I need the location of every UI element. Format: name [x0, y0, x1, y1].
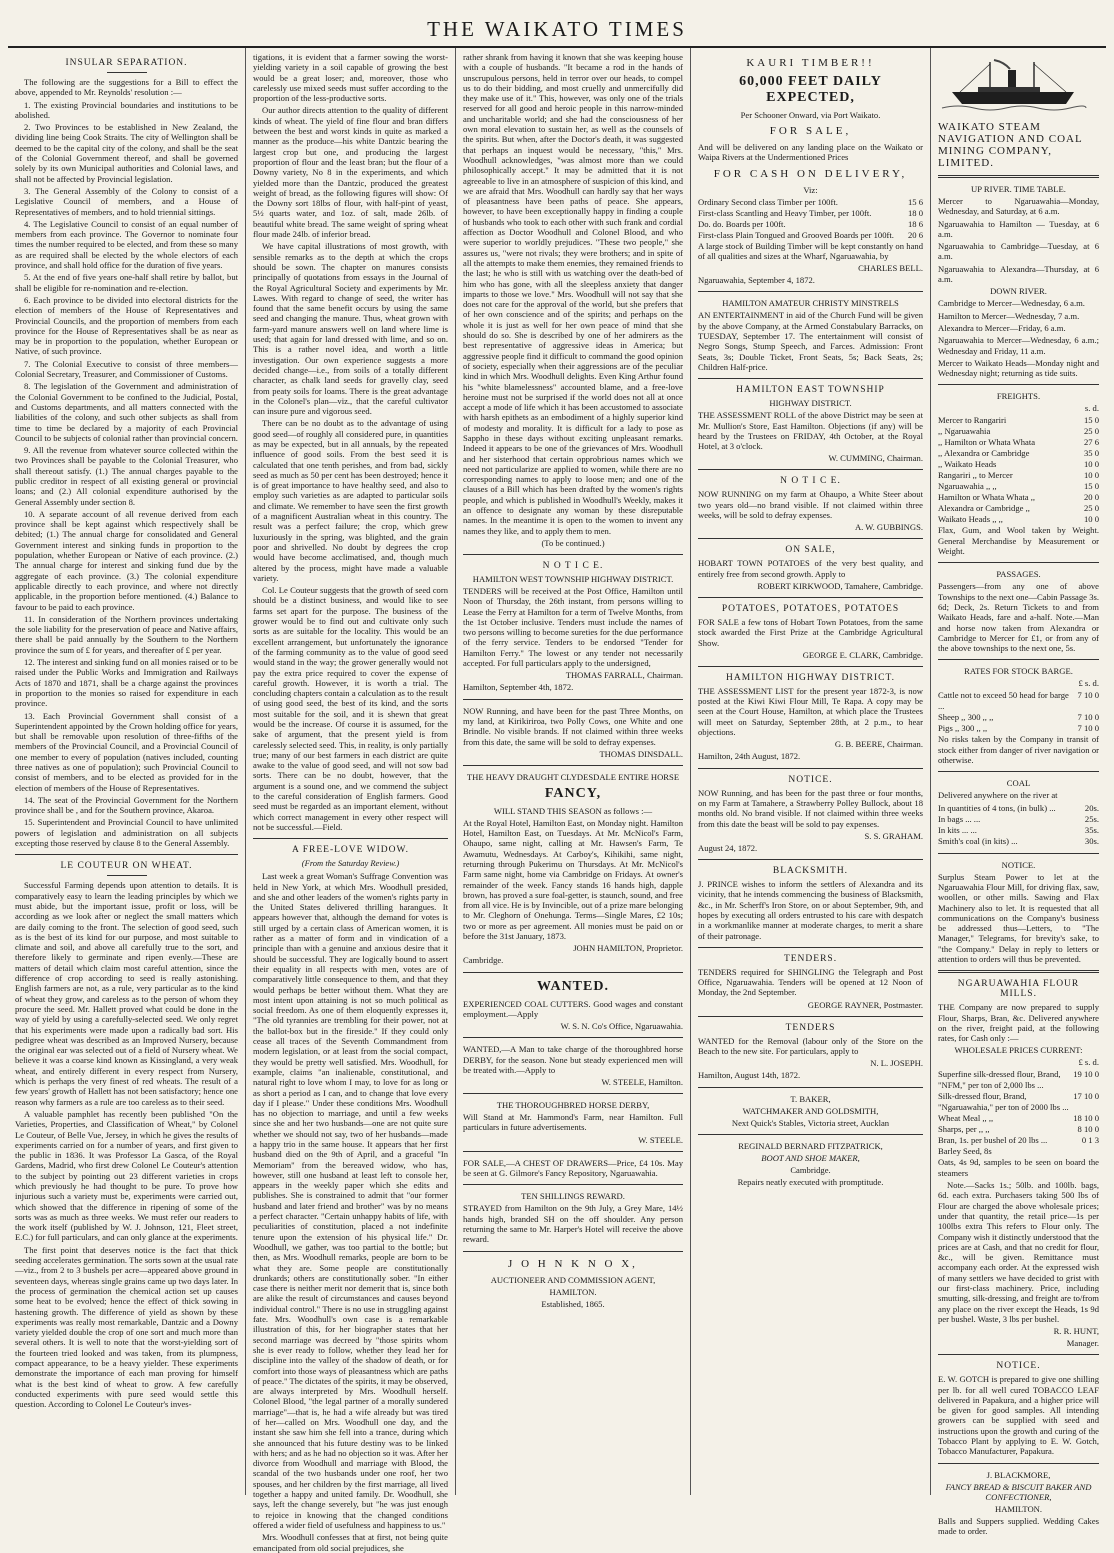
steamship-icon [938, 56, 1088, 116]
masthead [8, 0, 1106, 48]
paragraph: 3. The General Assembly of the Colony to consist of a Legislative Council of members, and a House of Representatives of members, and to hold triennial sittings. [15, 185, 238, 217]
price-value: 20 6 [907, 229, 923, 240]
ad-subtitle: Per Schooner Onward, via Port Waikato. [740, 110, 881, 120]
ad-title: TENDERS [785, 1022, 836, 1033]
paragraph: 6. Each province to be divided into electoral districts for the election of members of the House of Representatives and Provincial Councils, and the proportion of members from each province for the House of Representatives shall be as near as may be in proportion to the population, whether European or Native, of such province. [15, 294, 238, 357]
rate-value [1095, 1146, 1099, 1157]
divider [938, 562, 1099, 563]
notice-text: Surplus Steam Power to let at the Ngaruawahia Flour Mill, for driving flax, saw, woollen, or other mills. Sawing and Flax Machinery also to let. It is requested that all communications on the Company's business be addressed thus—Letters, to "The Manager," Telegrams, for brevity's sake, to "the Company." Delay in reply to letters or attention to orders will thus be prevented. [938, 871, 1099, 964]
ad-title: ON SALE, [785, 545, 836, 556]
paragraph: 10. A separate account of all revenue derived from each province shall be kept against which respectively shall be debited; (1.) The annual charge for consolidated and General Government interest and sinking funds in proportion to the population, whether European or Native of each province. (2.) The annual charge for interest and sinking fund due by the aggregate of each province. (3.) The colonial expenditure applicable directly to each province, and where not directly applicable, in the proportion before mentioned. (4.) Balance to favour to be paid to each province. [15, 508, 238, 612]
rate-row [938, 1069, 1099, 1091]
section-subtitle: WHOLESALE PRICES CURRENT: [954, 1045, 1083, 1056]
rate-value: 35 0 [1083, 448, 1099, 459]
article-title: LE COUTEUR ON WHEAT. [60, 861, 193, 872]
signature: JOHN HAMILTON, Proprietor. [573, 943, 683, 954]
timetable-entry: Hamilton to Mercer—Wednesday, 7 a.m. [938, 310, 1080, 321]
ad-text: WANTED,—A Man to take charge of the thoroughbred horse DERBY, for the season. None but steady experienced men will be treated with.—Apply to [463, 1044, 683, 1075]
notice-text: NOW Running, and has been for the past three or four months, on my Farm at Tamahere, a Strawberry Polley Bullock, about 18 months old. No brand visible. If not claimed within three weeks from this date the beast will be sold to pay expenses. [698, 787, 923, 829]
rate-row [938, 690, 1099, 712]
rate-route: ,, Hamilton or Whata Whata [938, 437, 1036, 448]
paragraph: 9. All the revenue from whatever source collected within the two Provinces shall be payable to the Colonial Treasurer, who shall thereout satisfy. (1.) The annual charges payable to the public creditor in respect of all existing general or provincial loans; and (2.) All colonial expenditure authorised by the General Assembly under section 8. [15, 445, 238, 507]
divider [463, 1037, 683, 1038]
mills-note: Note.—Sacks 1s.; 50lb. and 100lb. bags, 6d. each extra. Purchasers taking 500 lbs of Flour are charged the above wholesale prices; under that quantity, the retail price—1s per 100lbs extra This refers to Flour only. The Company wish it distinctly understood that the prices are at Cash, and that no credit for flour, &c., will be given. Remittance must accompany each order. At the expressed wish of many settlers we have decided to grist with our first-class machinery. Price, including smutting, silk-dressing, and freight are to/from any place on the river except the Heads, 1s 9d per bushel. Waste, 3 lbs per bushel. [938, 1180, 1099, 1324]
divider [463, 1251, 683, 1252]
rate-row [938, 426, 1099, 437]
ad-text: At the Royal Hotel, Hamilton East, on Monday night. Hamilton Hotel, Hamilton East, on Tuesdays. At Mr. McNicol's Farm, Ohaupo, same night, calling at Mr. Hawsen's Farm, Te Awamutu, Wednesdays. At Carboy's, Kihikihi, same night, returning through Pukerimu on Thursdays. At Mr. McNicol's Farm same night, home via Cambridge on Fridays. At owner's remainder of the week. Fancy stands 16 hands high, dapple brown, has proved a sure foal-getter, is staunch, sound, and free from all vice. He is by Invincible, out of a prize mare belonging to Mr. Cleghorn of Onehunga. Terms—Single Mares, £2 10s; two or more as per agreement. All monies must be paid on or before the 31st January, 1873. [463, 817, 683, 942]
rate-row [938, 1091, 1099, 1113]
rate-item: Wheat Meal ,, ,, [938, 1113, 994, 1124]
continued-note: (To be continued.) [541, 537, 605, 548]
signature-role: Manager. [1066, 1338, 1099, 1349]
rate-value: 30s. [1084, 835, 1099, 846]
newspaper-title: THE WAIKATO TIMES [427, 17, 687, 41]
signature: W. STEELE. [638, 1134, 683, 1145]
freights-note: Flax, Gum, and Wool taken by Weight. General Merchandise by Measurement or Weight. [938, 525, 1099, 557]
signature: N. L. JOSEPH. [870, 1058, 923, 1069]
dateline: Hamilton, 24th August, 1872. [698, 751, 801, 762]
section-title: UP RIVER. TIME TABLE. [971, 184, 1066, 194]
divider [938, 853, 1099, 854]
rate-row [938, 814, 1099, 825]
ad-text: HOBART TOWN POTATOES of the very best quality, and entirely free from second growth. Apply to [698, 558, 923, 579]
notice-text: TENDERS will be received at the Post Office, Hamilton until Noon of Thursday, the 26th instant, from persons willing to Lease the Ferry at Hamilton for a term of Twelve Months, from the 1st October inclusive. Tenders must include the names of two persons willing to become sureties for the due performance of the ferry service. Tenders to be endorsed "Tender for Hamilton Ferry." The lowest or any tender not necessarily accepted. For full particulars apply to the undersigned, [463, 585, 683, 669]
column-2 [246, 48, 456, 1553]
paragraph: 4. The Legislative Council to consist of an equal number of members from each province. The Governor to nominate four times the number required to be elected, and from these so many as are required shall be elected by the whole electors of each province, and shall hold office for the duration of five years. [15, 218, 238, 271]
timetable-entry: Ngaruawahia to Mercer—Wednesday, 6 a.m.; Wednesday and Friday, 11 a.m. [938, 335, 1099, 356]
column-header: s. d. [1084, 403, 1099, 414]
column-5 [931, 48, 1106, 1536]
paragraph: Mrs. Woodhull confesses that at first, not being quite emancipated from old social prejudices, she [253, 1532, 448, 1553]
divider [698, 947, 923, 948]
notice-text: E. W. GOTCH is prepared to give one shilling per lb. for all well cured TOBACCO LEAF delivered in Papakura, and a higher price will be given for good samples. All intending growers can be supplied with seed and instructions upon the growth and curing of the Tobacco Plant by applying to E. W. Gotch, Tobacco Manufacturer, Papakura. [938, 1374, 1099, 1457]
price-row [698, 208, 923, 219]
signature: ROBERT KIRKWOOD, Tamahere, Cambridge. [757, 580, 923, 591]
rate-item: In bags ... ... [938, 813, 981, 824]
section-title: NOTICE. [996, 1361, 1041, 1372]
ad-title: THE HEAVY DRAUGHT CLYDESDALE ENTIRE HORSE [466, 771, 680, 782]
ad-text: EXPERIENCED COAL CUTTERS. Good wages and constant employment.—Apply [463, 998, 683, 1019]
ad-title: T. BAKER, [790, 1093, 831, 1104]
ad-text: TENDERS required for SHINGLING the Telegraph and Post Office, Ngaruawahia. Tenders will be opened at 12 Noon of Monday, the 2nd September. [698, 966, 923, 998]
section-title: NOTICE. [1001, 859, 1036, 870]
section-title: PASSAGES. [996, 569, 1041, 580]
rate-value: 10 0 [1083, 470, 1099, 481]
divider [698, 1016, 923, 1017]
passages-text: Passengers—from any one of above Townships to the next one—Cabin Passage 3s. 6d; Deck, 2s. Return Tickets to and from Waikato Heads, fare and a-half. Note.—Man and horse now taken from Alexandra or Cambridge to Mercer for £1, or from any of the above townships to the next one, 5s. [938, 581, 1099, 654]
rate-value: 25 0 [1083, 426, 1099, 437]
timetable-entry: Ngaruawahia to Hamilton — Tuesday, at 6 a.m. [938, 218, 1099, 239]
divider [463, 972, 683, 973]
rate-route: ,, Waikato Heads [938, 459, 997, 470]
mills-text: THE Company are now prepared to supply Flour, Sharps, Bran, &c. Delivered anywhere on the river, freight paid, at the following rates, for Cash only :— [938, 1002, 1099, 1044]
notice-title: HAMILTON EAST TOWNSHIP [736, 385, 885, 396]
signature: GEORGE RAYNER, Postmaster. [807, 999, 923, 1010]
horse-name: FANCY, [544, 785, 602, 801]
paragraph: We have capital illustrations of most growth, with sensible remarks as to the depth at which the crops should be sown. The chapter on manures consists principally of quotations from essays in the Journal of the Royal Agricultural Society and experiments by Mr. Lawes. With regard to change of seed, the writer has found that the same benefit occurs by using the same seed and changing the manure. Thus, wheat grown with farm-yard manure answers well on land where lime is used; that again for land dressed with lime, and so on. This is a rather novel idea, and worth a little investigation. Our own experience suggests a more decided change—i.e., from soils of a totally different character, as chalk land seeds for gravelly clay, seed from peaty soils for loams. There is the great advantage in the Colonel's plan—viz., that the careful cultivator can insure pure and vigorous seed. [253, 241, 448, 417]
company-title: WAIKATO STEAM NAVIGATION AND COAL MINING COMPANY, LIMITED. [938, 121, 1083, 169]
divider [938, 384, 1099, 385]
rate-value: 0 1 3 [1081, 1135, 1099, 1146]
ad-text: AN ENTERTAINMENT in aid of the Church Fund will be given by the above Company, at the Armed Constabulary Barracks, on TUESDAY, September 17. The entertainment will consist of Negro Songs, Stump Speech, and Farces. Admission: Front Seats, 3s; Double Ticket, Front Seats, 5s; Back Seats, 2s; Children Half-price. [698, 310, 923, 372]
divider [698, 1087, 923, 1088]
paragraph: 5. At the end of five years one-half shall retire by ballot, but shall be eligible for re-nomination and re-election. [15, 272, 238, 293]
rate-route: Rangariri ,, to Mercer [938, 470, 1013, 481]
timetable-entry: Ngaruawahia to Cambridge—Tuesday, at 6 a.m. [938, 241, 1099, 262]
rate-row [938, 481, 1099, 492]
price-item: First-class Plain Tongued and Grooved Boards per 100ft. [698, 229, 894, 240]
ad-subheading: Viz: [803, 184, 818, 195]
article-title: INSULAR SEPARATION. [65, 58, 188, 68]
ad-title: KAURI TIMBER!! [746, 57, 875, 69]
rate-row [938, 1146, 1099, 1157]
ad-title: POTATOES, POTATOES, POTATOES [721, 603, 900, 614]
rate-row [938, 1113, 1099, 1124]
rate-item: In quantities of 4 tons, (in bulk) ... [938, 802, 1056, 813]
rate-value: 18 10 0 [1073, 1113, 1099, 1124]
rate-row [938, 1135, 1099, 1146]
paragraph: Col. Le Couteur suggests that the growth of seed corn should be a distinct business, and would like to see farms set apart for the purpose. The business of the grower would be to find out and cultivate only such sorts as are suitable for the locality. This would be an excellent arrangement, but unfortunately the ignorance of the farming community as to the value of good seed would stand in the way; the grower generally would not pay the extra price required to cover the expense of careful growth. However, it is worth a trial. The concluding chapters contain a calculation as to the result of using good seed, the best of its kind, and the sorts most suitable for the soil, and it is shewn that great would be the increase. Of course it is assumed, for the sake of argument, that the present yield is from carelessly selected seed. This, in reality, is only partially true; many of our best farmers in each district are quite awake to the value of good seed, and will not sow bad sorts. There can be no doubt, however, that the argument is a sound one, and we commend the subject to the careful consideration of English farmers. Good seed must be regarded as an important element, without which correct management in every other respect will not be successful.—Field. [253, 585, 448, 832]
divider [253, 838, 448, 839]
rate-row [938, 723, 1099, 734]
rate-row [938, 503, 1099, 514]
price-row [698, 219, 923, 230]
rate-row [938, 1124, 1099, 1135]
rate-row [938, 712, 1099, 723]
section-title: DOWN RIVER. [990, 286, 1047, 297]
rate-value: 35s. [1084, 824, 1099, 835]
notice-subtitle: HAMILTON WEST TOWNSHIP HIGHWAY DISTRICT. [472, 573, 674, 584]
ad-text: Will Stand at Mr. Hammond's Farm, near Hamilton. Full particulars in future advertisements. [463, 1112, 683, 1133]
notice-text: NOW Running, and have been for the past Three Months, on my land, at Kirikiriroa, two Polly Cows, one White and one Brindle. No visible brands. If not claimed within three weeks from this date, the same will be sold to defray expenses. [463, 705, 683, 747]
ad-text: Balls and Suppers supplied. Wedding Cakes made to order. [938, 1515, 1099, 1536]
divider [463, 1184, 683, 1185]
ad-title: REGINALD BERNARD FITZPATRICK, [738, 1140, 883, 1151]
signature: W. CUMMING, Chairman. [828, 453, 923, 464]
dateline: Hamilton, August 14th, 1872. [698, 1070, 801, 1081]
price-item: Do. do. Boards per 100ft. [698, 218, 786, 229]
paragraph: 1. The existing Provincial boundaries and institutions to be abolished. [15, 99, 238, 120]
column-4 [691, 48, 931, 1495]
rate-row [938, 437, 1099, 448]
divider [698, 597, 923, 598]
ad-headline: 60,000 FEET DAILY EXPECTED, [739, 74, 882, 105]
paragraph: 12. The interest and sinking fund on all monies raised or to be raised under the Public Works and Immigration and Railways Acts of 1870 and 1871, shall be a charge against the provinces in proportion to the monies so raised for expenditure in each province. [15, 657, 238, 709]
rate-route: Waikato Heads ,, ,, [938, 514, 1003, 525]
rate-row [938, 470, 1099, 481]
signature: CHARLES BELL. [858, 263, 923, 274]
ad-title: J O H N K N O X, [508, 1257, 638, 1270]
rate-value: 25 0 [1083, 503, 1099, 514]
ad-title: TEN SHILLINGS REWARD. [521, 1191, 625, 1202]
ad-text: FOR SALE a few tons of Hobart Town Potatoes, from the same stock awarded the First Prize at the Cambridge Agricultural Show. [698, 616, 923, 648]
notice-subtitle: HIGHWAY DISTRICT. [769, 398, 852, 409]
column-header: £ s. d. [1078, 678, 1099, 689]
article-title: A FREE-LOVE WIDOW. [292, 845, 409, 856]
signature: S. S. GRAHAM. [864, 830, 923, 841]
divider [463, 699, 683, 700]
ad-text: STRAYED from Hamilton on the 9th July, a Grey Mare, 14½ hands high, branded SH on the off shoulder. Any person returning the same to Mr. Harper's Hotel will receive the above reward. [463, 1203, 683, 1245]
paragraph: There can be no doubt as to the advantage of using good seed—of roughly all considered pure, in quantities as may be expected, but in all annuals, by the repeated influence of good soils. From the best seed it is calculated that one tenth perishes, and from bad, sickly seed as much as 50 per cent has been destroyed; hence it is of great importance to have healthy seed, and also to employ such varieties as are adapted to particular soils and climate. We remember to have seen the first growth of a magnificent Australian wheat in this country. The result was a perfect failure; the crop, which grew luxuriously in the spring, was blighted, and the grain poor and shrivelled. No doubt by degrees the crop would have become acclimatised, and, though much altered by the process, might have made a valuable variety. [253, 418, 448, 583]
rate-route: Alexandra or Cambridge ,, [938, 503, 1030, 514]
ad-title: THE THOROUGHBRED HORSE DERBY, [496, 1100, 650, 1111]
ad-title: TENDERS. [783, 953, 838, 964]
rate-row [938, 448, 1099, 459]
ad-title: WANTED. [537, 978, 609, 994]
paragraph: A valuable pamphlet has recently been published "On the Varieties, Properties, and Classification of Wheat," by Colonel Le Couteur, of Belle Vue, Jersey, in which he gives the results of experiments carried on for a number of years, and first given to the public in 1836. It was Professor La Gasca, of the Royal Gardens, Madrid, who first drew Colonel Le Couteur's attention to the subject by pointing out 23 different varieties in crops which previously he had thought to be pure. To prove how injurious such a variety must be, experiments were carried out, which showed that the difference in ripening of some of the sorts was as much as three weeks. We must refer our readers to the work itself (published by W. J. Johnson, 121, Fleet street, E.C.) for full particulars, and can only glance at the experiments. [15, 1108, 238, 1243]
rate-item: Sharps, per ,, ,, [938, 1124, 990, 1135]
rate-value: 15 0 [1083, 481, 1099, 492]
dateline: August 24, 1872. [698, 842, 758, 853]
section-title: RATES FOR STOCK BARGE. [964, 666, 1073, 677]
rate-row [938, 492, 1099, 503]
divider [938, 1463, 1099, 1464]
notice-title: HAMILTON HIGHWAY DISTRICT. [726, 672, 895, 683]
signature: W. S. N. Co's Office, Ngaruawahia. [560, 1021, 683, 1032]
ad-title: BLACKSMITH. [772, 866, 849, 877]
rate-row [938, 514, 1099, 525]
rate-value: 10 0 [1083, 514, 1099, 525]
divider [938, 1354, 1099, 1355]
rate-item: Barley Seed, 8s [938, 1146, 992, 1157]
paragraph: The first point that deserves notice is the fact that thick seeding accelerates germination. The sorts sown at the usual rate—viz., from 2 to 3 bushels per acre—appeared above ground in seventeen days, whereas single grains came up two days later. In the process of germination the chemical action set up causes some heat to be evolved; hence the effect of thick sowing in hastening growth. The difference of yield as shown by these experiments was really most remarkable, Dantzic and a Downy variety yielded double the crop of one sort and much more than several others. It is well to note that the worst-yielding sort of the fourteen tried looked and was taken, from its plumpness, compact appearance, to be a heavy yielder. These experiments demonstrate the importance of each man proving for himself what is the best kind of wheat to grow. A few carefully conducted experiments with pure seed would settle this question. According to Colonel Le Couteur's inves- [15, 1244, 238, 1410]
ad-text: And will be delivered on any landing place on the Waikato or Waipa Rivers at the Undermentioned Prices [698, 142, 923, 163]
oats-line: Oats, 4s 9d, samples to be seen on board the steamers [938, 1157, 1099, 1178]
price-item: Ordinary Second class Timber per 100ft. [698, 196, 838, 207]
notice-text: THE ASSESSMENT ROLL of the above District may be seen at Mr. Mullion's Store, East Hamilton. Objections (if any) will be heard by the Trustees on FRIDAY, 4th October, at the Royal Hotel, at 3 o'clock. [698, 410, 923, 452]
signature: G. B. BEERE, Chairman. [834, 739, 923, 750]
rate-value: 20s. [1084, 802, 1099, 813]
rate-value: 27 6 [1083, 437, 1099, 448]
rate-value: 7 10 0 [1077, 712, 1099, 723]
rate-row [938, 836, 1099, 847]
divider [698, 666, 923, 667]
section-title: NGARUAWAHIA FLOUR MILLS. [957, 979, 1080, 1000]
ad-text: WANTED for the Removal (labour only of the Store on the Beach to the new site. For particulars, apply to [698, 1035, 923, 1057]
paragraph: Our author directs attention to the quality of different kinds of wheat. The yield of fine flour and bran differs between the best and worst kinds in quite as marked a manner as the produce—his white Dantzic bearing the largest crop but one, and producing the largest proportion of flour and the least bran; but the flour of a Downy variety, No 8 in the experiments, and which yielded more than the Dantzic, produced the greatest weight of bread, as the following figures will show: Of the Downy sort 18lbs of flour, with half-pint of yeast, 5½ quarts water, and 1oz. of salt, made 26lb. of beautiful white bread. The same weight of spring wheat flour made 24lb. of inferior bread. [253, 105, 448, 240]
paragraph: 11. In consideration of the Northern provinces undertaking the sole liability for the preservation of peace and Native affairs, there shall be paid annually by the Southern to the Northern province the sum of £ for years, and thereafter of £ per year. [15, 613, 238, 655]
rate-route: Mercer to Rangariri [938, 415, 1007, 426]
rate-item: Superfine silk-dressed flour, Brand, "NFM," per ton of 2,000 lbs ... [938, 1069, 1061, 1091]
divider [107, 72, 147, 73]
ad-heading: FOR CASH ON DELIVERY, [713, 167, 908, 180]
divider [698, 768, 923, 769]
ad-place: HAMILTON. [994, 1503, 1043, 1514]
ad-subtitle: BOOT AND SHOE MAKER, [761, 1152, 860, 1163]
column-1 [8, 48, 246, 1495]
section-title: FREIGHTS. [996, 391, 1041, 402]
divider [463, 1151, 683, 1152]
rate-value: 17 10 0 [1073, 1091, 1099, 1102]
paragraph: Successful Farming depends upon attention to details. It is comparatively easy to learn the leading principles by which we must abide, but the important issue, profit or loss, will be according as we look after or neglect the small matters which are daily coming to the front. The selection of good seed, such as is the best of its kind for our purpose, and most suitable to climate and soil, and above all carefully true to the sort, and therefore likely to germinate and ripen evenly.—These are matters of detail which claim most careful attention, since the difference of crop according to seed is really astonishing. English farmers are not, as a rule, very particular as to the kind of wheat they grow, and careless as to the person of whom they procure the seed. Mr. Hallett proved what could be done in the way of yield by using a carefully-selected seed. We only regret that his experiments were made upon a radically bad sort. His pedigree wheat was described as an Improved Nursery, because the original ear was selected out of a field of Nursery wheat. We believe it was a coarse kind known as Kissingland, a very weak wheat, and entirely different in every respect from Nursery, which is perhaps the very finest of red wheats. The result of a few years' growth of Hallett has not been satisfactory; hence one reason why farmers as a rule are too careless as to their seed. [15, 880, 238, 1107]
ad-subtitle: WILL STAND THIS SEASON as follows :— [493, 805, 653, 816]
rate-value: 25s. [1084, 813, 1099, 824]
dateline: Hamilton, September 4th, 1872. [463, 682, 574, 693]
divider [698, 469, 923, 470]
barge-note: No risks taken by the Company in transit of stock either from danger of river navigation or otherwise. [938, 734, 1099, 766]
signature: THOMAS FARRALL, Chairman. [565, 670, 683, 681]
paragraph: Last week a great Woman's Suffrage Convention was held in New York, at which Mrs. Woodhull presided, and she and other leaders of the women's rights party in the United States delivered thrilling harangues. It appears however that, although the demand for votes is still urged by a certain class of American women, it is rather as a matter of form and in vindication of a principle than with a genuine and anxious desire that it should be successful. They are logically bound to assert their equality in all respects with men, votes are of comparatively little consequence to them, and that they would perhaps be better without them. What they are most intent upon attaining is not so much political as social freedom. As one of them eloquently expresses it, "The old tyrannies are trembling for their power, not at the ballot-box but in the fireside." If they could only cease all traces of the Seventh Commandment from modern legislation, or at least from the social compact, they would be pretty well satisfied. Mrs. Woodhull, for example, claims "an inalienable, constitutional, and natural right to love whom I may, to love for as long or as short a period as I can, and to change that love every day if I please." Under these conditions Mrs. Woodhull has no objection to marriage, and until a few weeks since she and her two husbands—one are not quite sure whether we should not say, two of her husbands—made a happy trio in the same house. It appears that her first husband died on the 9th of April, and a graceful "In Memoriam" from the bereaved widow, who has, however, still one husband at least left to console her, appears in the weekly paper which she edits and publishes. She is constrained to admit that "our former husband and later friend and brother" was by no means a perfect character. "Certain unhappy habits of life, with peculiarities of constitution, placed a not indefinite tenure upon the extension of his physical life." Dr. Woodhull, we gather, was too partial to the bottle; but then, as Mrs. Woodhull remarks, people are born to be what they are. Some people are constitutionally drunkards; others are constitutionally sober. "In either case there is neither merit nor demerit that is, since both are alike the result of circumstances and causes beyond individual control." There is no use in struggling against fate. Mrs. Woodhull's own case is a remarkable illustration of this, for her biographer states that her second marriage was decreed by "those spirits whom she is ever ready to follow, whether they lead her for discipline into the valley of the shadow of death, or for comfort into those ways of pleasantness which are paths of peace." The dictates of the spirits, it may be observed, are always interpreted by Mrs. Woodhull herself. Colonel Blood, "the legal partner of a morally sundered marriage"—that is, he had a wife already but was tired of her—called on Mrs. Woodhull one day, and the instant she saw him she fell into a trance, during which she announced that his future destiny was to be linked with hers; and as he had no objection so it was. After her divorce from Woodhull and marriage with Blood, the scandal of the two husbands under one roof, her two spouses, and her children by the first marriage, all lived together a happy and united family. Dr. Woodhull, she says, left the change severely, but "he was just enough to rejoice in knowing that the changed conditions offered a wider field of usefulness and happiness to us." [253, 871, 448, 1530]
rate-value: 20 0 [1083, 492, 1099, 503]
rate-row [938, 803, 1099, 814]
ad-title: J. BLACKMORE, [986, 1469, 1051, 1480]
ad-place: Cambridge. [790, 1164, 831, 1175]
price-item: First-class Scantling and Heavy Timber, per 100ft. [698, 207, 872, 218]
price-value: 15 6 [907, 196, 923, 207]
signature: GEORGE E. CLARK, Cambridge. [802, 649, 923, 660]
article-body [15, 77, 238, 848]
rate-row [938, 415, 1099, 426]
divider [698, 859, 923, 860]
paragraph: 14. The seat of the Provincial Government for the Northern province shall be , and for the Southern province, Akaroa. [15, 794, 238, 816]
divider [938, 175, 1099, 178]
paragraph: 15. Superintendent and Provincial Council to have unlimited powers of legislation and administration on all subjects excepting those reserved by clause 8 to the General Assembly. [15, 817, 238, 849]
dateline: Cambridge. [463, 955, 504, 966]
paragraph: 13. Each Provincial Government shall consist of a Superintendent appointed by the Crown holding office for years, but shall be removable upon resolution of three-fifths of the members of the Provincial Council, and a Provincial Council of one member to every of population (natives included, counting three natives as one of population); such Provincial Council to consist of members, and to be elected as provided for in the election of members of the House of Representatives. [15, 710, 238, 793]
columns [8, 48, 1106, 1553]
divider [463, 554, 683, 555]
paragraph: 8. The legislation of the Government and administration of the Colonial Government to be confined to the Judicial, Postal, and Customs departments, and all matters connected with the liabilities of the colony, and such other subjects as shall from time to time be declared by a majority of each Provincial Council to be subjects of colonial rather than provincial concern. [15, 381, 238, 443]
rate-value: 8 10 0 [1077, 1124, 1099, 1135]
rate-route: ,, Ngaruawahia [938, 426, 991, 437]
rate-route: Ngaruawahia ,, ,, [938, 481, 997, 492]
coal-intro: Delivered anywhere on the river at [938, 790, 1058, 801]
signature: THOMAS DINSDALL. [599, 748, 683, 759]
ad-address: Next Quick's Stables, Victoria street, Aucklan [731, 1117, 890, 1128]
paragraph: The following are the suggestions for a Bill to effect the above, appended to Mr. Reynolds' resolution :— [15, 77, 238, 98]
signature: R. R. HUNT, [1053, 1326, 1099, 1337]
timetable-entry: Cambridge to Mercer—Wednesday, 6 a.m. [938, 298, 1085, 309]
paragraph: 2. Two Provinces to be established in New Zealand, the dividing line being Cook Straits. The city of Wellington shall be deemed to be the capital city of the colony, and shall be the seat of the Colonial Government thereof, and shall be governed solely by its own Municipal authorities and Colonial laws, and shall not be affected by Provincial legislation. [15, 122, 238, 184]
divider [463, 1093, 683, 1094]
paragraph: rather shrank from having it known that she was keeping house with a couple of husbands. "It became a rod in the hands of unscrupulous persons, held in terror over our heads, to compel us to do their bidding, and most cruelly and unmercifully did they make use of it." This, however, was only one of the trials reserved for all good and heroic people in this narrow-minded and uncharitable world; and she had the consciousness of her own moral elevation to sustain her, as well as the counsels of the spirits. But when, after the Doctor's death, it was suggested that perhaps an inquest would be necessary, "this," Mrs. Woodhull acknowledges, "was almost more than we could philosophically accept." It may be admitted that it is not agreeable to live in an atmosphere of suspicion of this kind, and we are afraid that Mrs. Woodhull can hardly say that her ways of pleasantness have been paths of peace. She appears, however, to have been exceptionally happy in finding a couple of husbands who took to each other with such frank and cordial affection as Doctor Woodhull and Colonel Blood, and who were superior to worldly prejudices. "These two people," she assures us, "were not rivals; they were brothers; and in spite of all the attempts to make them enemies, they remained friends to the last; he who is still with us watching over the death-bed of him who has gone, with all the sleepless anxiety that danger imparts to those we love." Mrs. Woodhull will not say that she does not care for the approval of the world, but she prefers that of her own conscience and of the spirits; and perhaps on the whole it is just as well for her own peace of mind that she should do so. She is described by one of her admirers as the best representative of aggressive ideas in America; but aggressive people find it difficult to command the good opinion of society, especially when their aggressions are of the peculiar kind in which Mrs. Woodhull delights. Even King Arthur found his "white blamelessness" accounted blame, and a free-love heroine must not be surprised if the world does not all at once accept a mode of life which it has been accustomed to associate with harsh epithets as an embodiment of a highly superior kind of modesty and morality. It is difficult for a lady to pose as Sappho in these days without exciting unpleasant remarks. Indeed it appears to be one of the grievances of Mrs. Woodhull and her sisterhood that certain opprobrious names which we need not particularize are applied to women, while there are no corresponding names to apply to loose men; and one of the clauses of a Bill which has been drafted by the women's rights people, and which is published in Woodhull's Weekly, makes it an offence to designate any woman by these disreputable names. In the meantime it is open to the women to invent any names they like, and to apply them to men. [463, 52, 683, 536]
timetable-entry: Alexandra to Mercer—Friday, 6 a.m. [938, 322, 1066, 333]
price-value: 18 6 [907, 218, 923, 229]
ad-text: J. PRINCE wishes to inform the settlers of Alexandra and its vicinity, that he intends commencing the business of Blacksmith, &c., in Mr. Scherff's Iron Store, on or about September, 9th, and hopes by executing all orders entrusted to his care with despatch in a workmanlike manner at moderate charges, to merit a share of their patronage. [698, 879, 923, 941]
price-row [698, 197, 923, 208]
dateline: Ngaruawahia, September 4, 1872. [698, 275, 815, 286]
divider [938, 659, 1099, 660]
divider [698, 1134, 923, 1135]
rate-item: In kits ... ... [938, 824, 977, 835]
rate-row [938, 825, 1099, 836]
rate-route: Hamilton or Whata Whata ,, [938, 492, 1036, 503]
notice-title: N O T I C E. [780, 476, 841, 487]
article-source: (From the Saturday Review.) [301, 858, 400, 869]
rate-item: Silk-dressed flour, Brand, "Ngaruawahia," per ton of 2000 lbs ... [938, 1091, 1069, 1113]
price-value: 18 0 [907, 207, 923, 218]
notice-text: NOW RUNNING on my farm at Ohaupo, a White Steer about two years old—no brand visible. If not claimed within three weeks, will be sold to defray expenses. [698, 489, 923, 521]
ad-text: FOR SALE,—A CHEST OF DRAWERS—Price, £4 10s. May be seen at G. Gilmore's Fancy Repository, Ngaruawahia. [463, 1157, 683, 1179]
timetable-entry: Mercer to Waikato Heads—Monday night and Wednesday night; returning as tide suits. [938, 357, 1099, 379]
notice-text: THE ASSESSMENT LIST for the present year 1872-3, is now posted at the Kiwi Kiwi Flour Mill, Te Rapa. A copy may be seen at the Court House, Hamilton, at which place the Trustees will meet on Saturday, September 28th, at 2 p.m., to hear objections. [698, 685, 923, 738]
timetable-entry: Ngaruawahia to Alexandra—Thursday, at 6 a.m. [938, 263, 1099, 285]
ad-note: Repairs neatly executed with promptitude. [737, 1176, 884, 1187]
divider [463, 765, 683, 766]
column-header: £ s. d. [1078, 1057, 1099, 1068]
divider [107, 875, 147, 876]
divider [938, 771, 1099, 772]
divider [698, 538, 923, 539]
ad-subtitle: FANCY BREAD & BISCUIT BAKER AND CONFECTIONER, [945, 1481, 1092, 1502]
paragraph: tigations, it is evident that a farmer sowing the worst-yielding variety in a soil capable of growing the best would be a great loser; and, moreover, those who carelessly use mixed seeds must suffer according to the proportion of the less-productive sorts. [253, 52, 448, 104]
ad-title: HAMILTON AMATEUR CHRISTY MINSTRELS [722, 298, 899, 309]
divider [698, 378, 923, 379]
ad-subtitle: AUCTIONEER AND COMMISSION AGENT, [490, 1274, 656, 1285]
notice-title: NOTICE. [788, 774, 833, 785]
ad-heading: FOR SALE, [769, 125, 852, 137]
section-title: COAL [1006, 778, 1031, 789]
price-row [698, 230, 923, 241]
rate-item: Sheep ,, 300 ,, ,, [938, 712, 994, 723]
divider [698, 291, 923, 292]
ad-text: A large stock of Building Timber will be kept constantly on hand of all qualities and sizes at the Wharf, Ngaruawahia, by [698, 240, 923, 261]
rate-item: Pigs ,, 300 ,, ,, [938, 723, 988, 734]
divider [938, 970, 1099, 973]
column-3 [456, 48, 691, 1495]
rate-value: 10 0 [1083, 459, 1099, 470]
notice-title: N O T I C E. [542, 560, 604, 571]
rate-row [938, 459, 1099, 470]
ad-place: HAMILTON. [549, 1286, 597, 1297]
rate-value: 7 10 0 [1077, 723, 1099, 734]
rate-route: ,, Alexandra or Cambridge [938, 448, 1030, 459]
rate-item: Cattle not to exceed 50 head for barge ... [938, 690, 1069, 712]
signature: A. W. GUBBINGS. [854, 522, 923, 533]
timetable-entry: Mercer to Ngaruawahia—Monday, Wednesday, and Saturday, at 6 a.m. [938, 196, 1099, 217]
ad-established: Established, 1865. [541, 1298, 605, 1309]
ad-subtitle: WATCHMAKER AND GOLDSMITH, [742, 1105, 879, 1116]
paragraph: 7. The Colonial Executive to consist of three members—Colonial Secretary, Treasurer, and Commissioner of Customs. [15, 358, 238, 380]
rate-item: Bran, 1s. per bushel of 20 lbs ... [938, 1135, 1048, 1146]
rate-value: 19 10 0 [1073, 1069, 1099, 1080]
rate-item: Smith's coal (in kits) ... [938, 835, 1018, 846]
signature: W. STEELE, Hamilton. [601, 1077, 683, 1088]
rate-value: 15 0 [1083, 415, 1099, 426]
divider [15, 854, 238, 855]
rate-value: 7 10 0 [1077, 690, 1099, 701]
